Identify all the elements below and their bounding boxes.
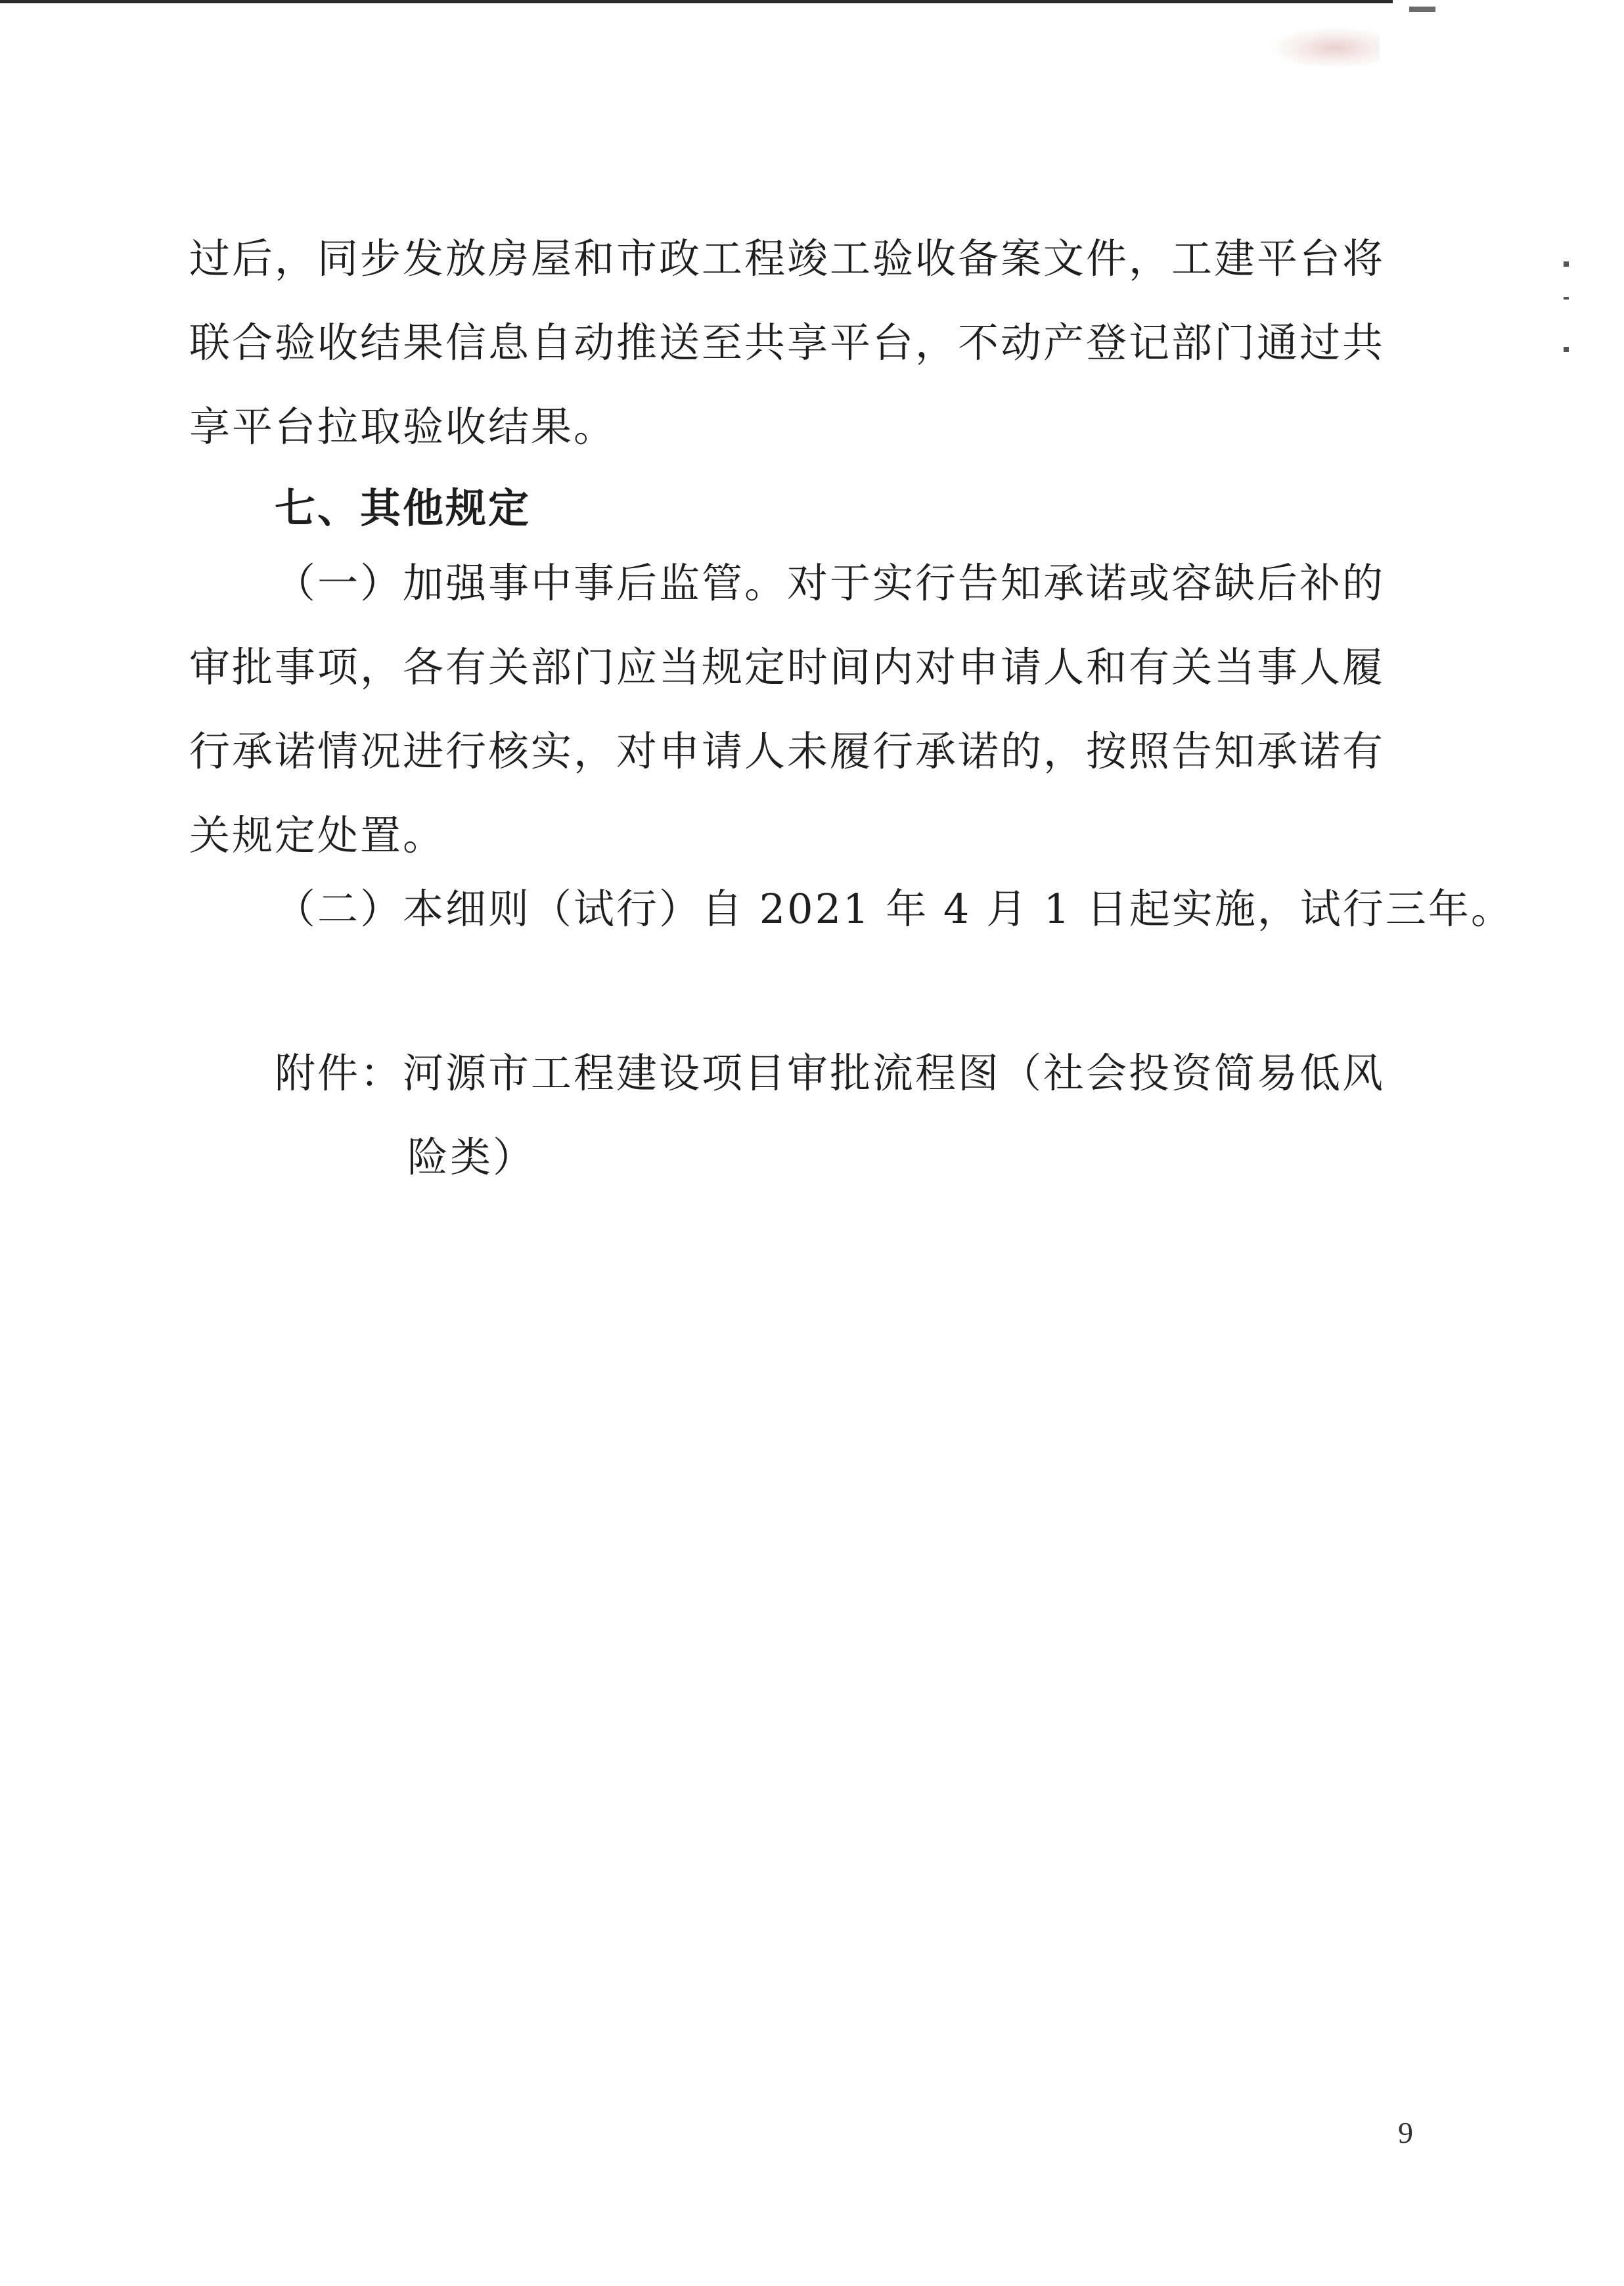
attachment-line: 附件：河源市工程建设项目审批流程图（社会投资简易低风	[275, 1049, 1386, 1097]
attachment-line: 险类）	[407, 1133, 536, 1181]
section-heading: 七、其他规定	[275, 484, 531, 532]
page-number: 9	[1398, 2116, 1413, 2149]
paragraph-line: 过后，同步发放房屋和市政工程竣工验收备案文件，工建平台将	[189, 235, 1386, 282]
paragraph-line: 享平台拉取验收结果。	[189, 403, 617, 451]
scan-stamp-smudge	[1268, 26, 1380, 66]
paragraph-line: 联合验收结果信息自动推送至共享平台，不动产登记部门通过共	[189, 319, 1386, 367]
margin-dot	[1564, 261, 1569, 267]
scan-top-edge	[0, 0, 1393, 3]
margin-dot	[1564, 347, 1569, 352]
paragraph-line: 审批事项，各有关部门应当规定时间内对申请人和有关当事人履	[189, 643, 1386, 691]
paragraph-line: （一）加强事中事后监管。对于实行告知承诺或容缺后补的	[275, 559, 1386, 607]
paragraph-line: 关规定处置。	[189, 811, 446, 859]
scan-corner-mark	[1409, 7, 1435, 12]
margin-dot	[1564, 297, 1569, 300]
paragraph-line: 行承诺情况进行核实，对申请人未履行承诺的，按照告知承诺有	[189, 727, 1386, 775]
paragraph-line: （二）本细则（试行）自 2021 年 4 月 1 日起实施，试行三年。	[275, 885, 1514, 933]
